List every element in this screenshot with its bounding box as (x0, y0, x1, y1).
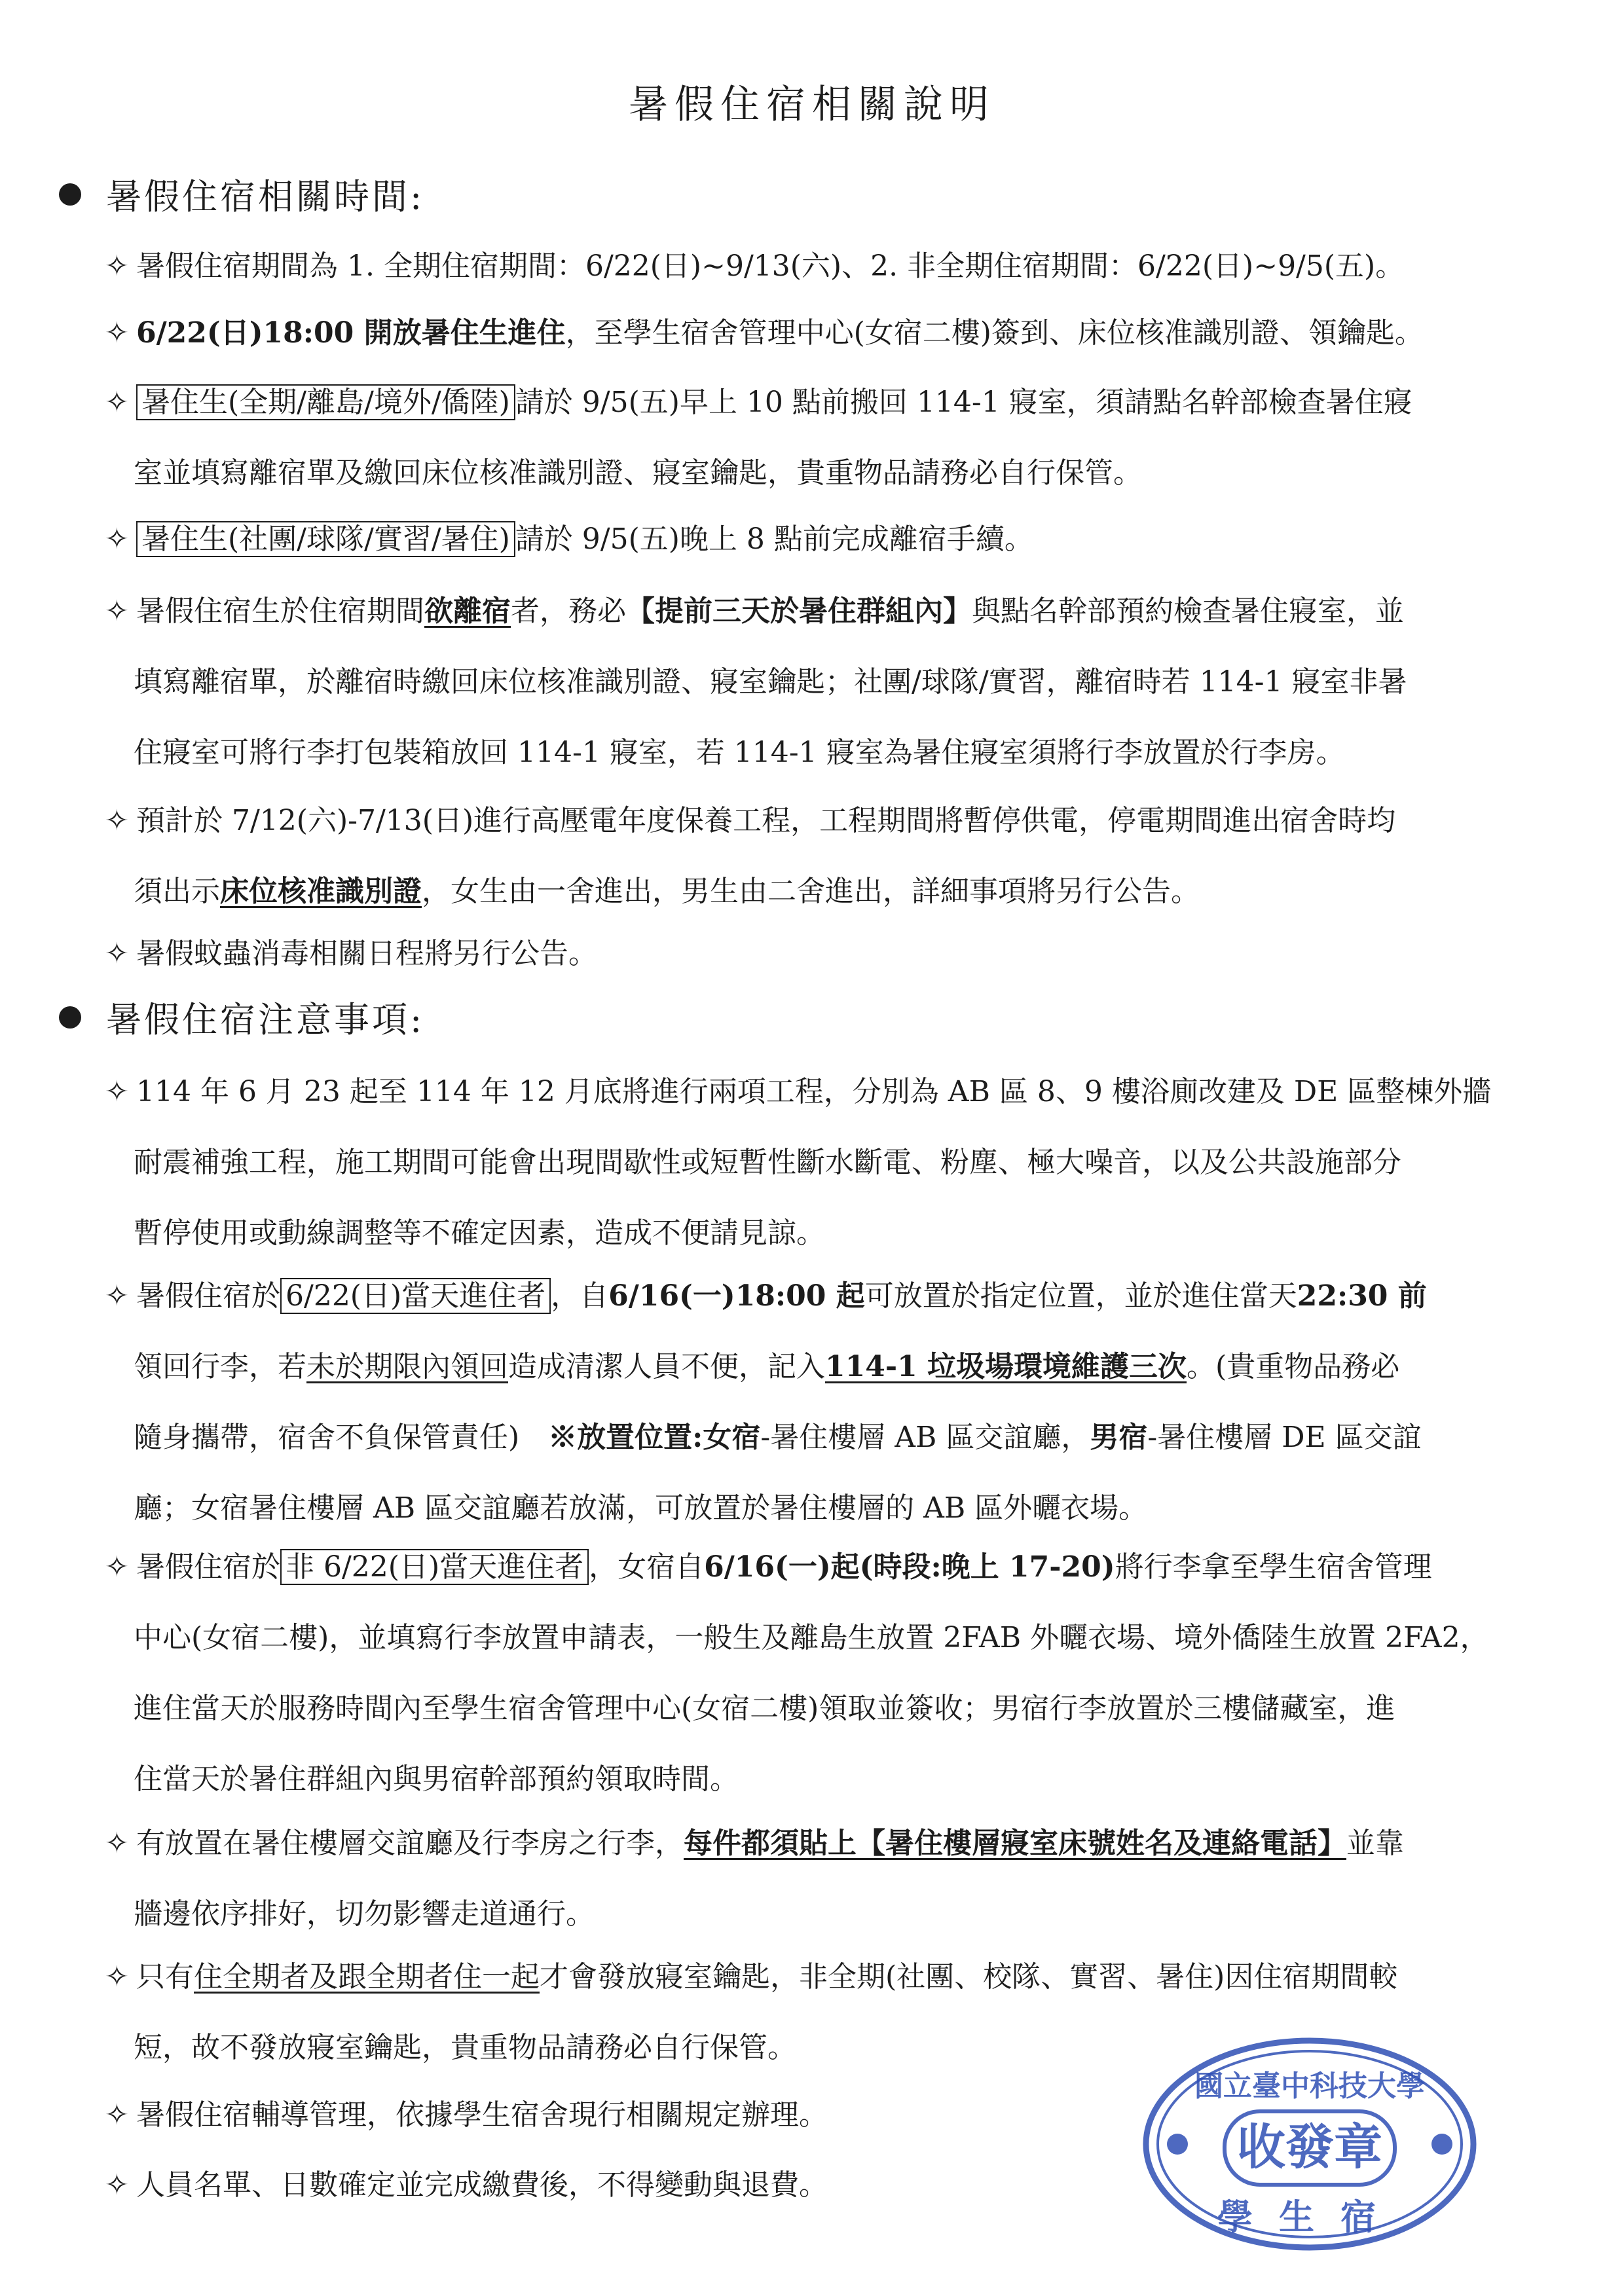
diamond-bullet-icon: ✧ (105, 1075, 129, 1108)
diamond-bullet-icon: ✧ (105, 386, 129, 419)
boxed-text: 非 6/22(日)當天進住者 (280, 1549, 589, 1585)
stamp-flower-left-icon (1167, 2134, 1188, 2155)
list-item: ✧ 暑住生(社團/球隊/實習/暑住) 請於 9/5(五)晚上 8 點前完成離宿手續。 (105, 504, 1578, 575)
bullet-icon (59, 1006, 81, 1029)
stamp-center-text: 收發章 (1237, 2119, 1382, 2176)
diamond-bullet-icon: ✧ (105, 1279, 129, 1313)
diamond-bullet-icon: ✧ (105, 804, 129, 837)
stamp-seal (1139, 2033, 1480, 2255)
stamp-school-name: 國立臺中科技大學 (1194, 2069, 1425, 2103)
list-item: ✧ 暑假蚊蟲消毒相關日程將另行公告。 (105, 919, 1578, 989)
list-item: ✧ 114 年 6 月 23 起至 114 年 12 月底將進行兩項工程，分別為 AB 區 8、9 樓浴廁改建及 DE 區整棟外牆 耐震補強工程，施工期間可能會出現間歇性或短暫性斷水斷電、粉塵、極大噪音，以及公共設施部分 暫停使用或動線調整等不確定因素，造成不便請見諒。 (105, 1057, 1578, 1269)
diamond-bullet-icon: ✧ (105, 1827, 129, 1860)
official-stamp (1139, 2033, 1480, 2255)
list-item: ✧ 6/22(日)18:00 開放暑住生進住，至學生宿舍管理中心(女宿二樓)簽到、床位核准識別證、領鑰匙。 (105, 298, 1578, 369)
boxed-text: 暑住生(社團/球隊/實習/暑住) (136, 521, 515, 557)
list-item: ✧ 人員名單、日數確定並完成繳費後，不得變動與退費。 (105, 2150, 1578, 2221)
diamond-bullet-icon: ✧ (105, 937, 129, 970)
list-item: ✧ 暑假住宿於 6/22(日)當天進住者 ，自6/16(一)18:00 起可放置於指定位置，並於進住當天22:30 前 領回行李，若未於期限內領回造成清潔人員不便，記入114-1 垃圾場環境維護三次。(貴重物品務必 隨身攜帶，宿舍不負保管責任) ※放置位置:女宿-暑住樓層 AB 區交誼廳，男宿-暑住樓層 DE 區交誼 廳；女宿暑住樓層 AB 區交誼廳若放滿，可放置於暑住樓層的 AB 區外曬衣場。 (105, 1261, 1578, 1544)
bullet-icon (59, 183, 81, 206)
diamond-bullet-icon: ✧ (105, 249, 129, 283)
diamond-bullet-icon: ✧ (105, 2098, 129, 2132)
list-item: ✧ 只有住全期者及跟全期者住一起才會發放寢室鑰匙，非全期(社團、校隊、實習、暑住)因住宿期間較 短，故不發放寢室鑰匙，貴重物品請務必自行保管。 (105, 1942, 1578, 2083)
list-item: ✧ 暑假住宿於 非 6/22(日)當天進住者 ，女宿自6/16(一)起(時段:晚上 17-20)將行李拿至學生宿舍管理 中心(女宿二樓)，並填寫行李放置申請表，一般生及離島生放置 2FAB 外曬衣場、境外僑陸生放置 2FA2， 進住當天於服務時間內至學生宿舍管理中心(女宿二樓)領取並簽收；男宿行李放置於三樓儲藏室，進 住當天於暑住群組內與男宿幹部預約領取時間。 (105, 1532, 1578, 1815)
diamond-bullet-icon: ✧ (105, 594, 129, 628)
list-item: ✧ 暑假住宿輔導管理，依據學生宿舍現行相關規定辦理。 (105, 2080, 1578, 2151)
boxed-text: 暑住生(全期/離島/境外/僑陸) (136, 384, 515, 420)
list-item: ✧ 預計於 7/12(六)-7/13(日)進行高壓電年度保養工程，工程期間將暫停供電，停電期間進出宿舍時均 須出示床位核准識別證，女生由一舍進出，男生由二舍進出，詳細事項將另行公告。 (105, 786, 1578, 927)
list-item: ✧ 暑假住宿生於住宿期間欲離宿者，務必【提前三天於暑住群組內】與點名幹部預約檢查暑住寢室，並 填寫離宿單，於離宿時繳回床位核准識別證、寢室鑰匙；社團/球隊/實習，離宿時若 114-1 寢室非暑 住寢室可將行李打包裝箱放回 114-1 寢室，若 114-1 寢室為暑住寢室須將行李放置於行李房。 (105, 576, 1578, 788)
section-heading-notices: 暑假住宿注意事項: (59, 992, 424, 1042)
stamp-bottom-text: 學生宿 (1217, 2196, 1402, 2238)
diamond-bullet-icon: ✧ (105, 522, 129, 556)
diamond-bullet-icon: ✧ (105, 2168, 129, 2202)
diamond-bullet-icon: ✧ (105, 316, 129, 350)
section-heading-times: 暑假住宿相關時間: (59, 169, 424, 219)
list-item: ✧ 有放置在暑住樓層交誼廳及行李房之行李，每件都須貼上【暑住樓層寢室床號姓名及連絡電話】並靠 牆邊依序排好，切勿影響走道通行。 (105, 1808, 1578, 1950)
list-item: ✧ 暑假住宿期間為 1. 全期住宿期間：6/22(日)~9/13(六)、2. 非全期住宿期間：6/22(日)~9/5(五)。 (105, 231, 1578, 302)
boxed-text: 6/22(日)當天進住者 (280, 1278, 551, 1314)
list-item: ✧ 暑住生(全期/離島/境外/僑陸) 請於 9/5(五)早上 10 點前搬回 114-1 寢室，須請點名幹部檢查暑住寢 室並填寫離宿單及繳回床位核准識別證、寢室鑰匙，貴重物品請務必自行保管。 (105, 367, 1578, 509)
page-title: 暑假住宿相關說明 (629, 82, 995, 128)
stamp-flower-right-icon (1431, 2134, 1452, 2155)
diamond-bullet-icon: ✧ (105, 1960, 129, 1994)
diamond-bullet-icon: ✧ (105, 1550, 129, 1584)
